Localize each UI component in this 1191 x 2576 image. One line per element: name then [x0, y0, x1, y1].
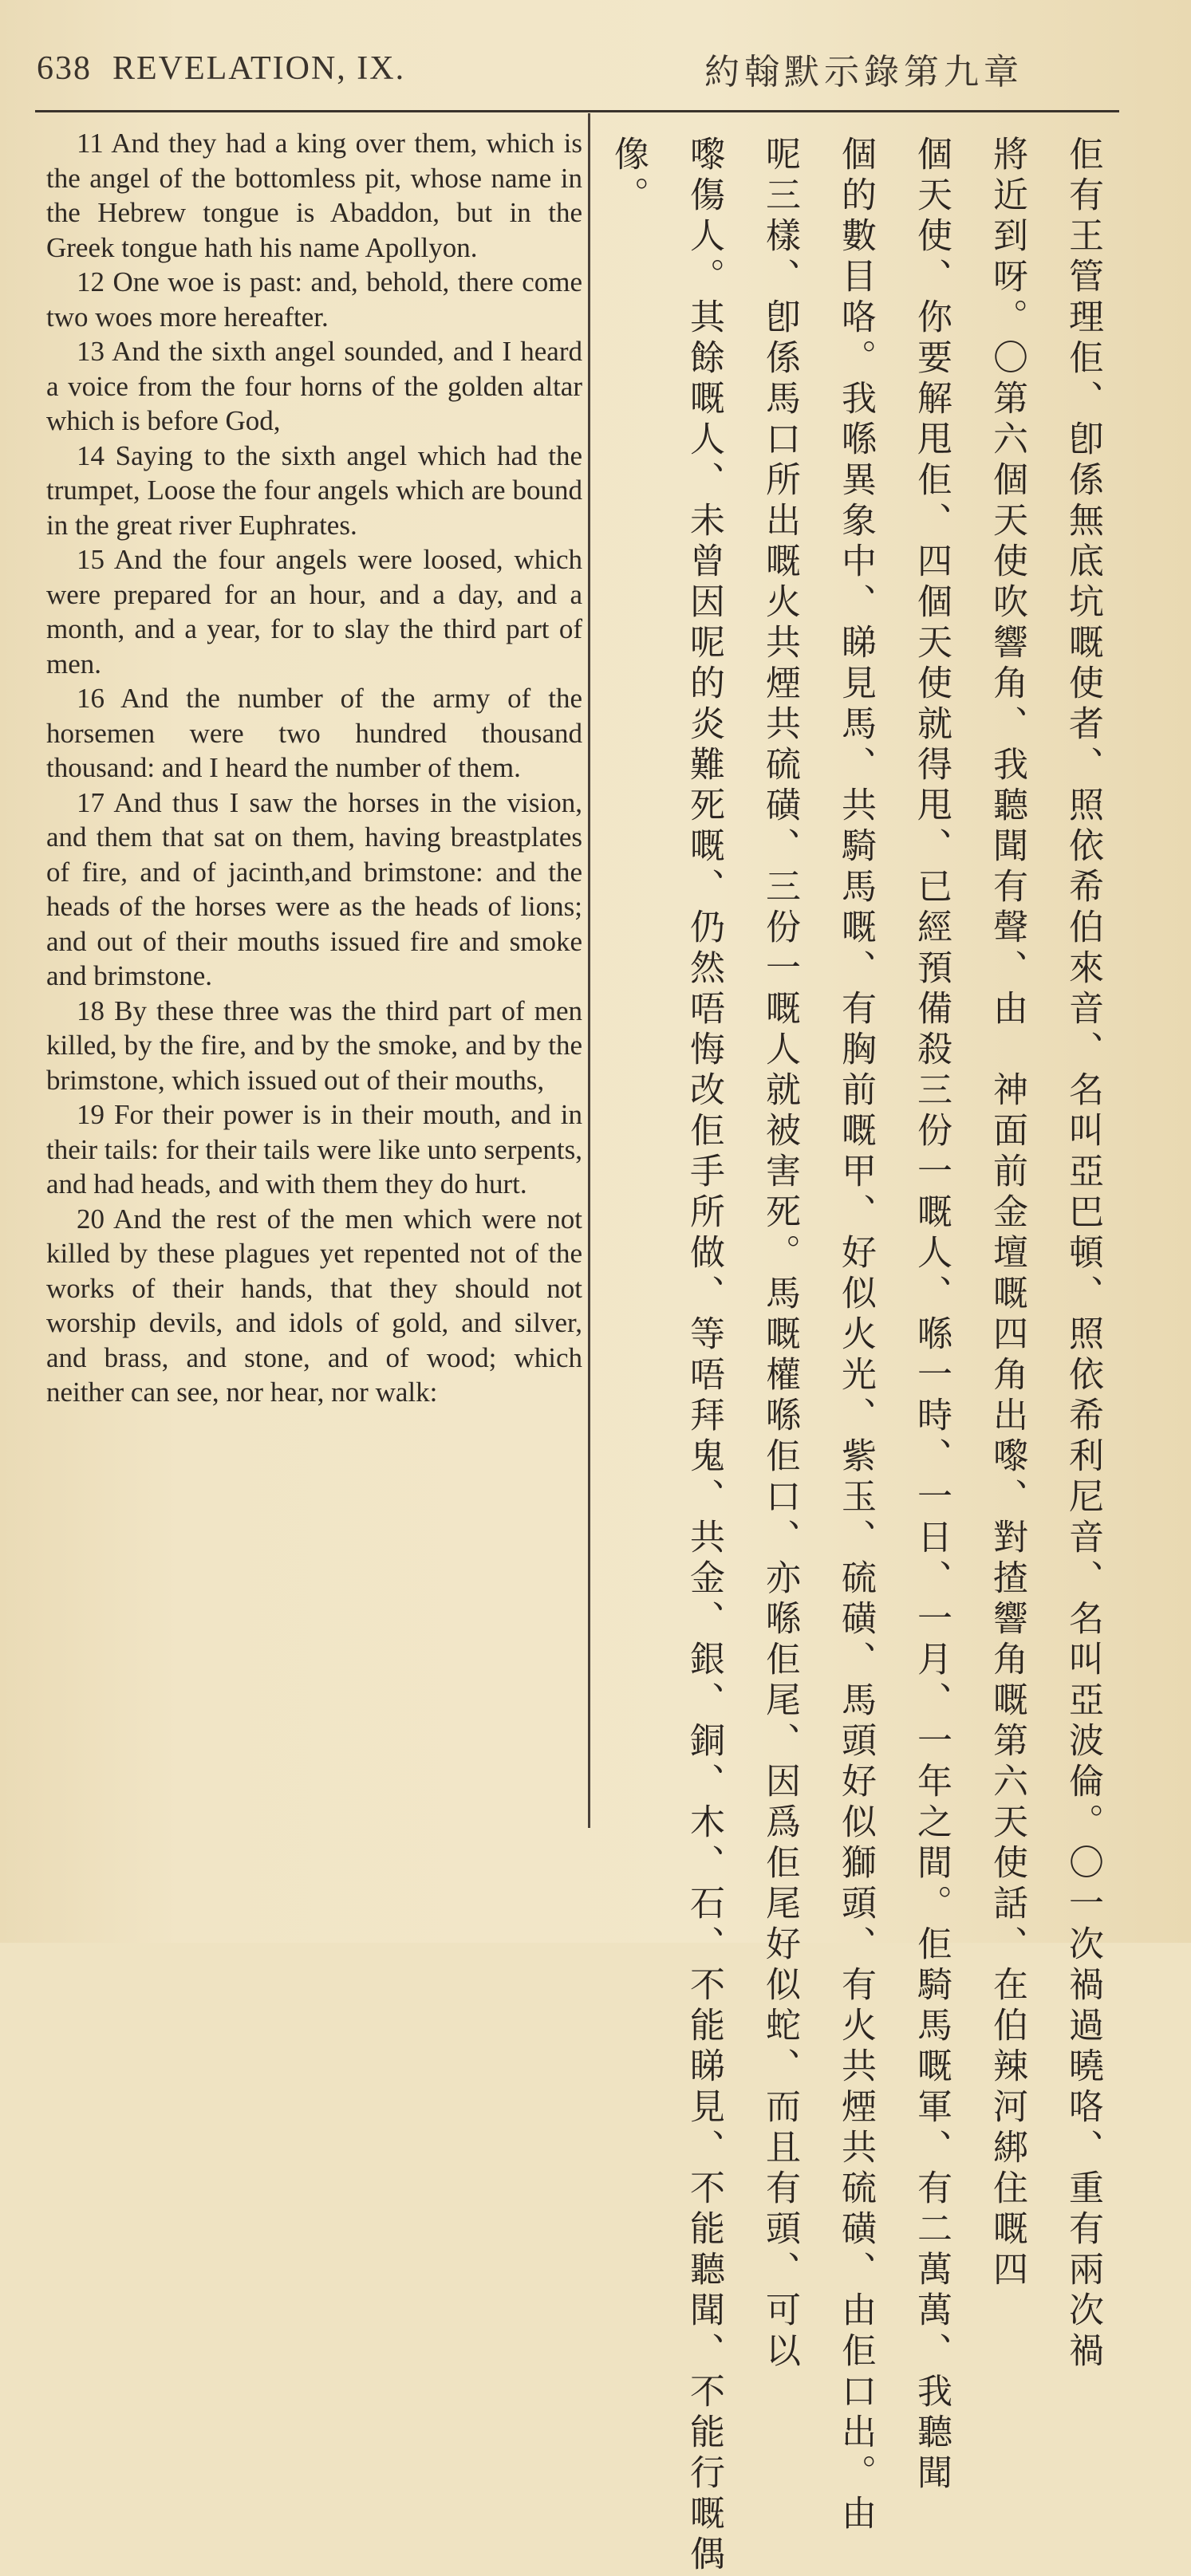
chinese-column-2: 將近到呀。〇第六個天使吹響角、我聽聞有聲、由 神面前金壇嘅四角出嚟、對揸響角嘅第六天使話、在伯辣河綁住嘅四 — [987, 136, 1027, 2291]
verse-17: 17 And thus I saw the horses in the vision, and them that sat on them, having breastplates of fire, and of jacinth,and brimstone: and the heads of the horses were as the heads of lions; and out of their mouths issued fire and smoke and brimstone. — [46, 786, 582, 991]
verse-18: 18 By these three was the third part of men killed, by the fire, and by the smoke, and by the brimstone, which issued out of their mouths, — [46, 995, 582, 1096]
chinese-text-column — [602, 136, 1129, 2576]
verse-15: 15 And the four angels were loosed, which were prepared for an hour, and a day, and a month, and a year, for to slay the third part of men. — [46, 544, 582, 679]
chinese-column-1: 佢有王管理佢、卽係無底坑嘅使者、照依希伯來音、名叫亞巴頓、照依希利尼音、名叫亞波倫。〇一次禍過曉咯、重有兩次禍 — [1063, 136, 1103, 2373]
chinese-column-4: 個的數目咯。我喺異象中、睇見馬、共騎馬嘅、有胸前嘅甲、好似火光、紫玉、硫磺、馬頭好似獅頭、有火共煙共硫磺、由佢口出。由 — [835, 136, 876, 2535]
page-number: 638 — [37, 50, 92, 87]
column-divider — [588, 113, 590, 1828]
chinese-column-7: 像。 — [608, 136, 649, 217]
verse-11: 11 And they had a king over them, which is the angel of the bottomless pit, whose name in the Hebrew tongue is Abaddon, but in the Greek tongue hath his name Apollyon. — [46, 128, 582, 263]
verse-19: 19 For their power is in their mouth, and in their tails: for their tails were like unto serpents, and had heads, and with them they do hurt. — [46, 1099, 582, 1199]
chinese-column-3: 個天使、你要解甩佢、四個天使就得甩、已經預備殺三份一嘅人、喺一時、一日、一月、一年之間。佢騎馬嘅軍、有二萬萬、我聽聞 — [911, 136, 952, 2495]
verse-14: 14 Saying to the sixth angel which had the trumpet, Loose the four angels which are bound in the great river Euphrates. — [46, 439, 582, 541]
running-header — [37, 49, 405, 88]
running-title: REVELATION, IX. — [112, 50, 406, 87]
chinese-running-title: 約翰默示錄第九章 — [704, 52, 1023, 93]
header-rule — [35, 110, 1119, 112]
verse-16: 16 And the number of the army of the horsemen were two hundred thousand thousand: and I heard the number of them. — [46, 683, 582, 783]
english-text-column — [46, 126, 582, 1410]
chinese-column-6: 嚟傷人。其餘嘅人、未曾因呢的炎難死嘅、仍然唔悔改佢手所做、等唔拜鬼、共金、銀、銅、木、石、不能睇見、不能聽聞、不能行嘅偶 — [684, 136, 724, 2576]
verse-20: 20 And the rest of the men which were not killed by these plagues yet repented not of the works of their hands, that they should not worship devils, and idols of gold, and silver, and brass, and stone, and of wood; which neither can see, nor hear, nor walk: — [46, 1203, 582, 1408]
verse-12: 12 One woe is past: and, behold, there come two woes more hereafter. — [46, 266, 582, 333]
chinese-column-5: 呢三樣、卽係馬口所出嘅火共煙共硫磺、三份一嘅人就被害死。馬嘅權喺佢口、亦喺佢尾、因爲佢尾好似蛇、而且有頭、可以 — [759, 136, 800, 2373]
verse-13: 13 And the sixth angel sounded, and I heard a voice from the four horns of the golden altar which is before God, — [46, 336, 582, 436]
